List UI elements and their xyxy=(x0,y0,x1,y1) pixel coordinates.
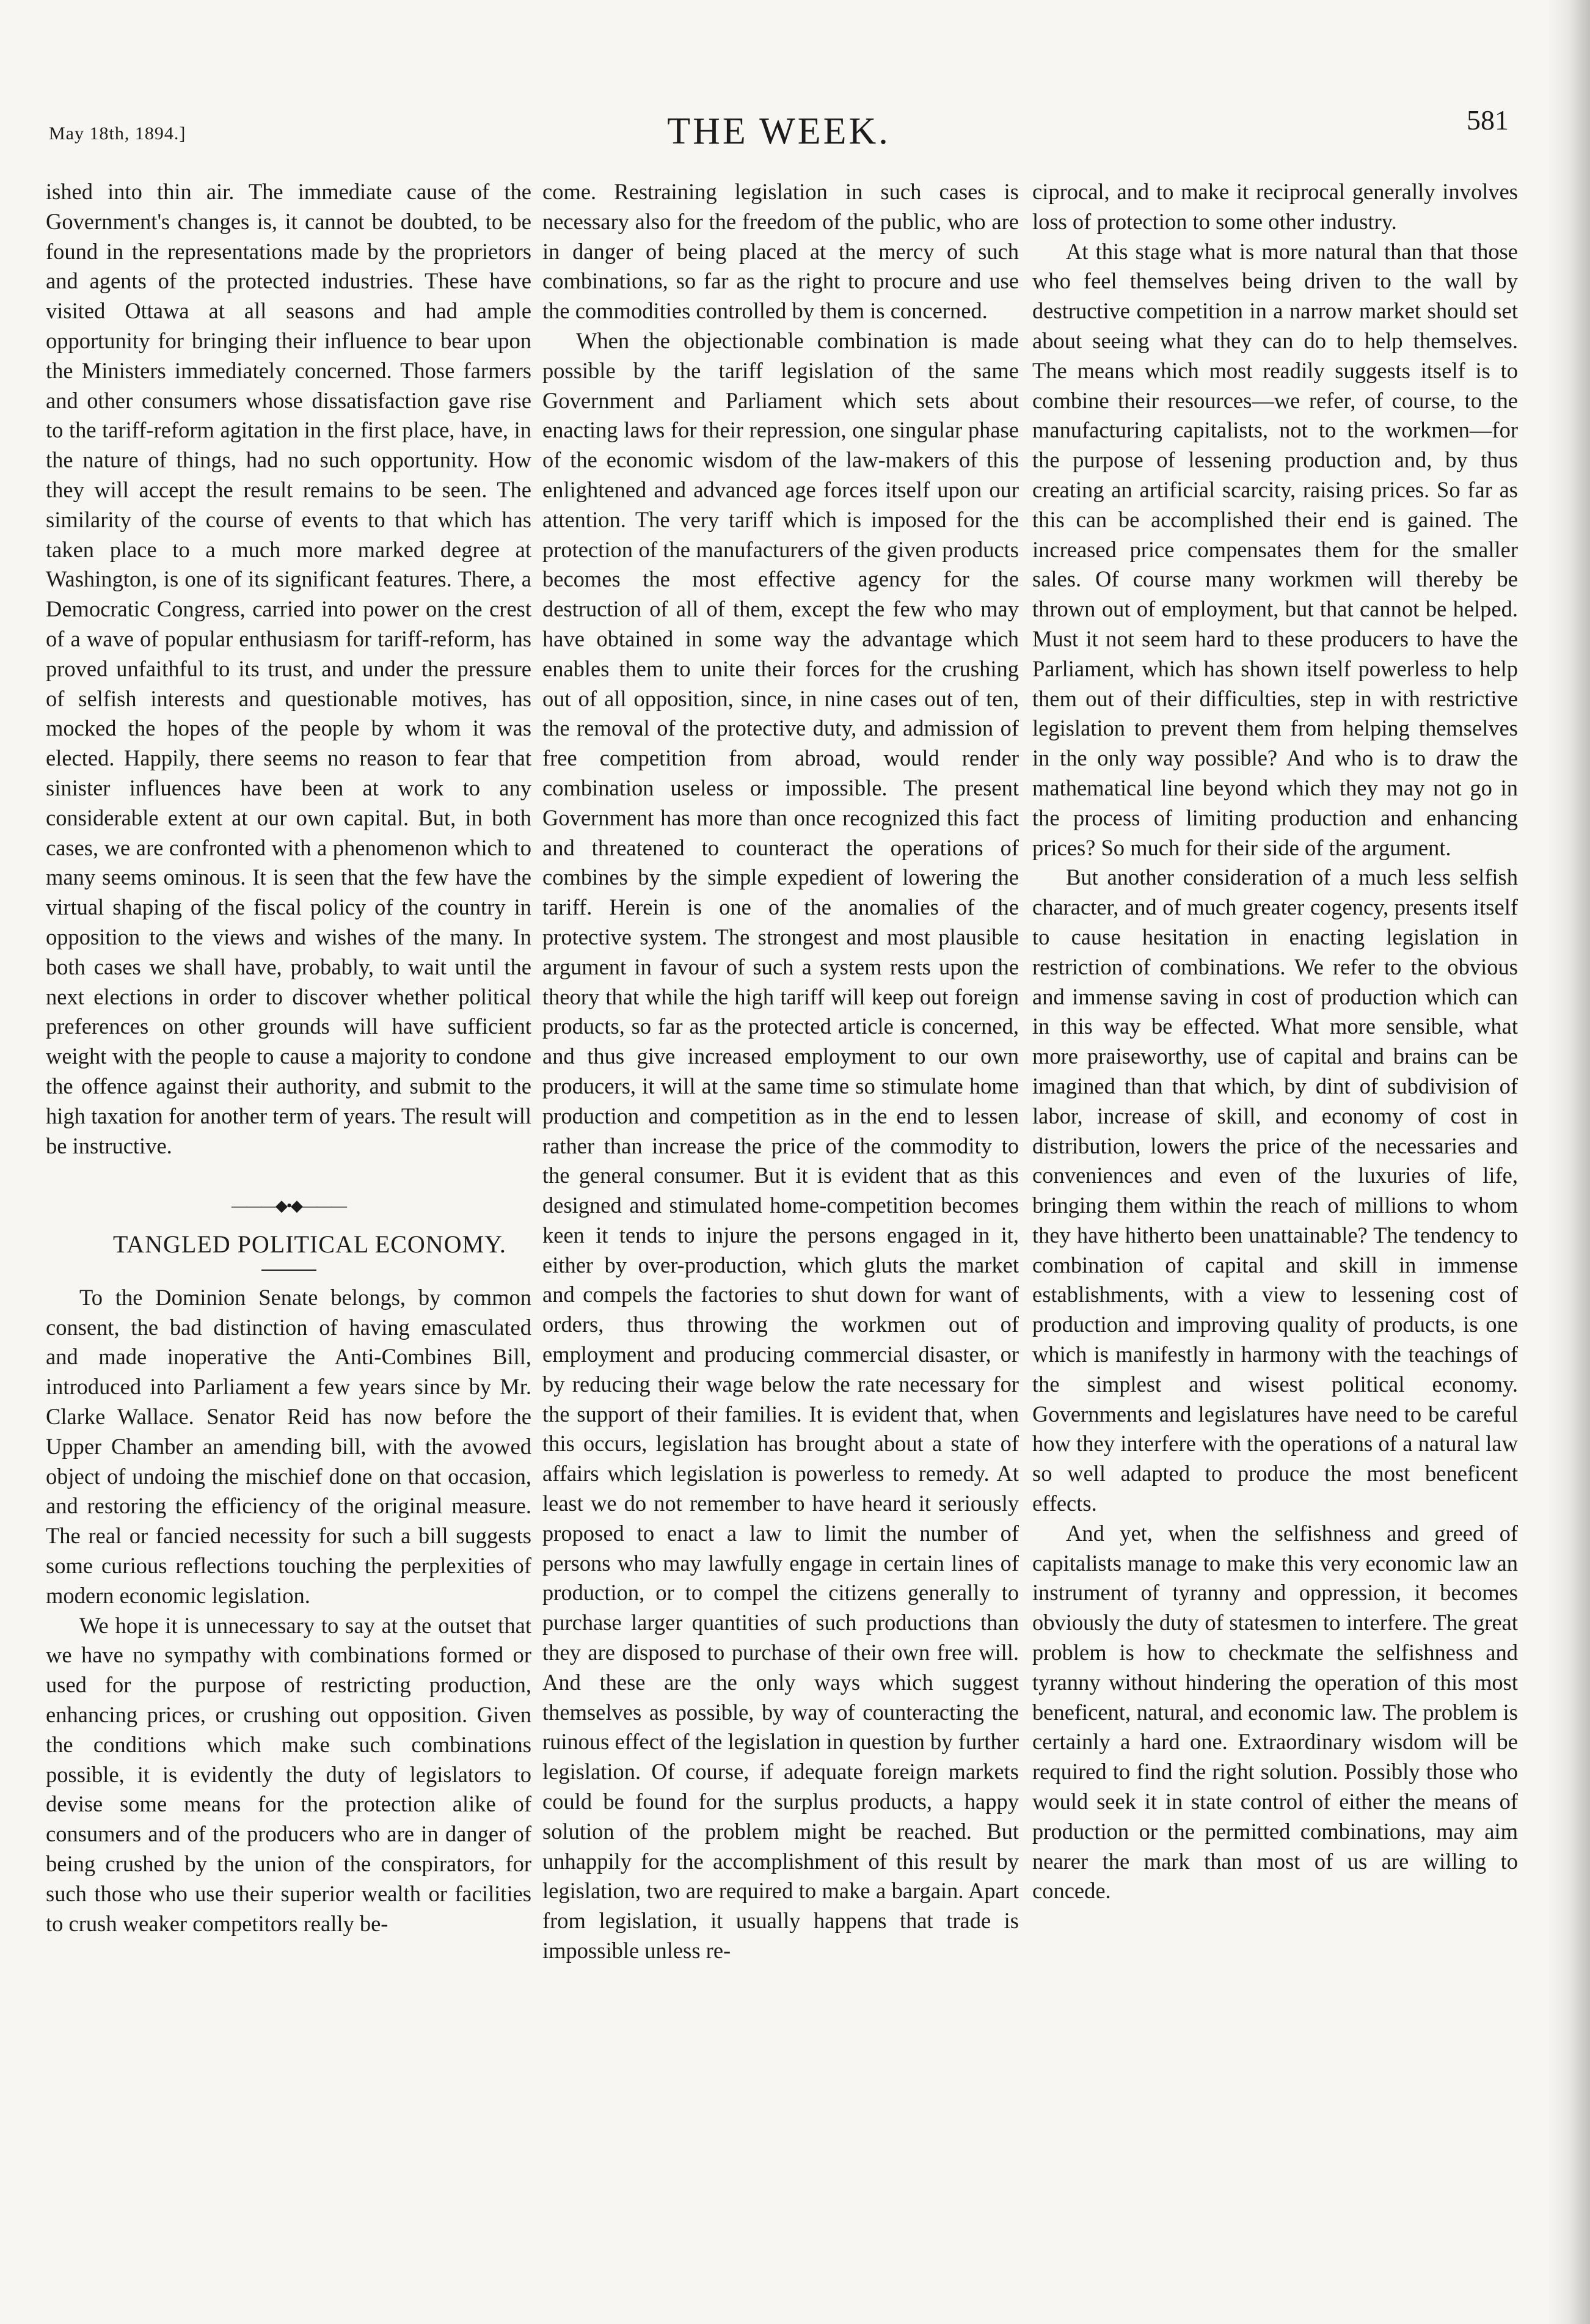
publication-title: THE WEEK. xyxy=(667,111,891,152)
paragraph: But another consideration of a much less selfish character, and of much greater cogency, presents itself to cause hesitation in enacting legislation in restriction of combinations. We refer to the obvious and immense saving in cost of production which can in this way be effected. What more sensible, what more praiseworthy, use of capital and brains can be imagined than that which, by dint of subdivision of labor, increase of skill, and economy of cost in distribution, lowers the price of the necessaries and conveniences and even of the luxuries of life, bringing them within the reach of millions to whom they have hitherto been unattainable? The tendency to combination of capital and skill in immense establishments, with a view to lessening cost of production and improving quality of products, is one which is manifestly in harmony with the teachings of the simplest and wisest political economy. Governments and legislatures have need to be careful how they interfere with the operations of a natural law so well adapted to produce the most beneficent effects. xyxy=(1032,864,1518,1516)
paragraph: come. Restraining legislation in such cases is necessary also for the freedom of the public, who are in danger of being placed at the mercy of such combinations, so far as the right to procure and use the commodities controlled by them is concerned. xyxy=(542,179,1019,324)
page-number: 581 xyxy=(1467,104,1509,136)
paragraph: We hope it is unnecessary to say at the outset that we have no sympathy with combinations formed or used for the purpose of restricting production, enhancing prices, or crushing out opposition. Given the conditions which make such combinations possible, it is evidently the duty of legislators to devise some means for the protection alike of consumers and of the producers who are in danger of being crushed by the union of the conspirators, for such those who use their superior wealth or facilities to crush weaker competitors really be- xyxy=(46,1612,531,1936)
article-title: TANGLED POLITICAL ECONOMY. xyxy=(113,1230,506,1259)
paragraph: ciprocal, and to make it reciprocal generally involves loss of protection to some other industry. xyxy=(1032,179,1518,234)
paragraph: At this stage what is more natural than that those who feel themselves being driven to the wall by destructive competition in a narrow market should set about seeing what they can do to help themselves. The means which most readily suggests itself is to combine their resources—we refer, of course, to the manufacturing capitalists, not to the workmen—for the purpose of lessening production and, by thus creating an artificial scarcity, raising prices. So far as this can be accomplished their end is gained. The increased price compensates them for the smaller sales. Of course many workmen will thereby be thrown out of employment, but that cannot be helped. Must it not seem hard to these producers to have the Parliament, which has shown itself powerless to help them out of their difficulties, step in with restrictive legislation to prevent them from helping themselves in the only way possible? And who is to draw the mathematical line beyond which they may not go in the process of limiting production and enhancing prices? So much for their side of the argument. xyxy=(1032,238,1518,860)
paragraph: ished into thin air. The immediate cause of the Government's changes is, it cannot be doubted, to be found in the representations made by the proprietors and agents of the protected industries. These have visited Ottawa at all seasons and had ample opportunity for bringing their influence to bear upon the Ministers immediately concerned. Those farmers and other consumers whose dissatisfaction gave rise to the tariff-reform agitation in the first place, have, in the nature of things, had no such opportunity. How they will accept the result remains to be seen. The similarity of the course of events to that which has taken place to a much more marked degree at Washington, is one of its significant features. There, a Democratic Congress, carried into power on the crest of a wave of popular enthusiasm for tariff-reform, has proved unfaithful to its trust, and under the pressure of selfish interests and questionable motives, has mocked the hopes of the people by whom it was elected. Happily, there seems no reason to fear that sinister influences have been at work to any considerable extent at our own capital. But, in both cases, we are confronted with a phenomenon which to many seems ominous. It is seen that the few have the virtual shaping of the fiscal policy of the country in opposition to the views and wishes of the many. In both cases we shall have, probably, to wait until the next elections in order to discover whether political preferences on other grounds will have sufficient weight with the people to cause a majority to condone the offence against their authority, and submit to the high taxation for another term of years. The result will be instructive. xyxy=(46,179,531,1158)
paragraph: To the Dominion Senate belongs, by common consent, the bad distinction of having emasculated and made inoperative the Anti-Combines Bill, introduced into Parliament a few years since by Mr. Clarke Wallace. Senator Reid has now before the Upper Chamber an amending bill, with the avowed object of undoing the mischief done on that occasion, and restoring the efficiency of the original measure. The real or fancied necessity for such a bill suggests some curious reflections touching the perplexities of modern economic legislation. xyxy=(46,1284,531,1608)
column-1 xyxy=(46,177,531,2300)
page-edge-shadow xyxy=(1547,0,1590,2324)
paragraph: When the objectionable combination is made possible by the tariff legislation of the same Government and Parliament which sets about enacting laws for their repression, one singular phase of the economic wisdom of the law-makers of this enlightened and advanced age forces itself upon our attention. The very tariff which is imposed for the protection of the manufacturers of the given products becomes the most effective agency for the destruction of all of them, except the few who may have obtained in some way the advantage which enables them to unite their forces for the crushing out of all opposition, since, in nine cases out of ten, the removal of the protective duty, and admission of free competition from abroad, would render combination useless or impossible. The present Government has more than once recognized this fact and threatened to counteract the operations of combines by the simple expedient of lowering the tariff. Herein is one of the anomalies of the protective system. The strongest and most plausible argument in favour of such a system rests upon the theory that while the high tariff will keep out foreign products, so far as the protected article is concerned, and thus give increased employment to our own producers, it will at the same time so stimulate home production and competition as in the end to lessen rather than increase the price of the commodity to the general consumer. But it is evident that as this designed and stimulated home-competition becomes keen it tends to injure the persons engaged in it, either by over-production, which gluts the market and compels the factories to shut down for want of orders, thus throwing the workmen out of employment and producing commercial disaster, or by reducing their wage below the rate necessary for the support of their families. It is evident that, when this occurs, legislation has brought about a state of affairs which legislation is powerless to remedy. At least we do not remember to have heard it seriously proposed to enact a law to limit the number of persons who may lawfully engage in certain lines of production, or to compel the citizens generally to purchase larger quantities of such productions than they are disposed to purchase of their own free will. And these are the only ways which suggest themselves as possible, by way of counteracting the ruinous effect of the legislation in question by further legislation. Of course, if adequate foreign markets could be found for the surplus products, a happy solution of the problem might be reached. But unhappily for the accomplishment of this result by legislation, two are required to make a bargain. Apart from legislation, it usually happens that trade is impossible unless re- xyxy=(542,327,1019,1964)
paragraph: And yet, when the selfishness and greed of capitalists manage to make this very economic law an instrument of tyranny and oppression, it becomes obviously the duty of statesmen to interfere. The great problem is how to checkmate the selfishness and tyranny without hindering the operation of this most beneficent, natural, and economic law. The problem is certainly a hard one. Extraordinary wisdom will be required to find the right solution. Possibly those who would seek it in state control of either the means of production or the permitted combinations, may aim nearer the mark than most of us are willing to concede. xyxy=(1032,1520,1518,1904)
column-2 xyxy=(542,177,1019,2300)
issue-date: May 18th, 1894.] xyxy=(49,123,186,144)
column-3 xyxy=(1032,177,1518,2300)
title-rule xyxy=(261,1270,316,1271)
section-divider-ornament: ———◆•◆——— xyxy=(231,1197,346,1215)
page-header xyxy=(49,104,1509,159)
